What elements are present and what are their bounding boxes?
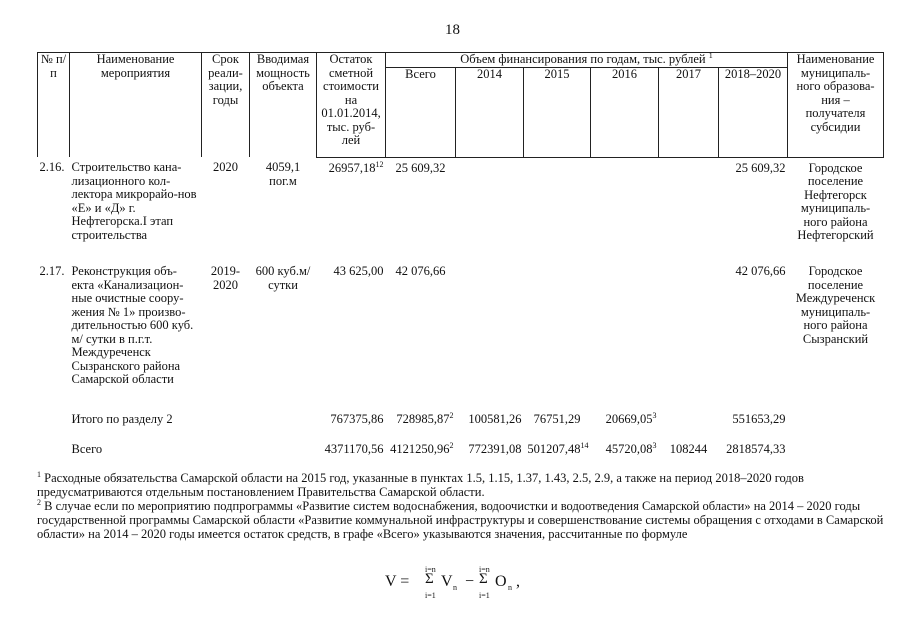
row-remainder: 26957,18$^{12}$ xyxy=(328,159,384,175)
row-2016 xyxy=(591,157,659,265)
row-2015 xyxy=(524,265,591,413)
row-term: 2019-2020 xyxy=(210,264,241,292)
grand-total-label: Всего xyxy=(71,442,103,456)
row-total: 25 609,32 xyxy=(395,160,446,175)
grand-total-total: 4121250,96$^2$ xyxy=(390,441,454,456)
subtotal-2016: 20669,05$^3$ xyxy=(605,411,657,426)
row-2018-2020: 25 609,32 xyxy=(735,160,786,175)
formula-sigma-1: Σ xyxy=(425,571,434,587)
formula-tail: , xyxy=(516,573,520,590)
page-number: 18 xyxy=(445,22,460,38)
header-remainder: Остаток сметной стоимости на 01.01.2014, тыс. руб-лей xyxy=(317,53,386,158)
header-capacity: Вводимая мощность объекта xyxy=(250,53,317,158)
header-recipient: Наименование муниципаль-ного образова-ния – получателя субсидии xyxy=(788,53,884,158)
footnotes xyxy=(37,471,885,541)
row-remainder: 43 625,00 xyxy=(333,264,384,278)
subtotal-row xyxy=(38,413,884,443)
row-total: 42 076,66 xyxy=(395,264,446,278)
formula-lhs: V = xyxy=(385,573,410,590)
header-2017: 2017 xyxy=(659,67,719,157)
grand-total-remainder: 4371170,56 xyxy=(324,442,384,456)
footnote: $^1$ Расходные обязательства Самарской области на 2015 год, указанные в пунктах 1.5, 1.15, 1.37, 1.43, 2.5, 2.9, а также на период 2018–2020 годов предусматриваются отдельным постановлением Правительства Самарской области. xyxy=(37,470,804,499)
row-2018-2020: 42 076,66 xyxy=(735,264,786,278)
subtotal-total: 728985,87$^2$ xyxy=(396,411,454,426)
header-term: Срок реали-зации, годы xyxy=(202,53,250,158)
footnote: $^2$ В случае если по мероприятию подпрограммы «Развитие систем водоснабжения, водоочистки и водоотведения Самарской области» на 2014 – 2020 годы государственной программы Самарской области «Развитие коммунальной инфраструктуры и совершенствование системы обращения с отходами в Самарской области» на 2014 – 2020 годы имеется остаток средств, в графе «Всего» указываются значения, рассчитанные по формуле xyxy=(37,498,884,541)
row-recipient: Городское поселение Нефтегорск муниципаль-ного района Нефтегорский xyxy=(797,160,874,242)
row-2014 xyxy=(456,265,524,413)
formula-lower-2: i=1 xyxy=(479,591,490,600)
header-total: Всего xyxy=(386,67,456,157)
grand-total-2016: 45720,08$^3$ xyxy=(605,441,657,456)
row-recipient: Городское поселение Междуреченск муниципаль-ного района Сызранский xyxy=(795,264,876,346)
row-term: 2020 xyxy=(213,160,238,174)
header-num: № п/п xyxy=(38,53,70,158)
row-capacity: 4059,1 пог.м xyxy=(265,160,301,188)
formula-lower-1: i=1 xyxy=(425,591,436,600)
header-2018-2020: 2018–2020 xyxy=(719,67,788,157)
subtotal-2017 xyxy=(659,413,719,443)
table-row xyxy=(38,157,884,265)
header-name: Наименование мероприятия xyxy=(70,53,202,158)
formula-term-2: O xyxy=(495,573,507,590)
header-2016: 2016 xyxy=(591,67,659,157)
table-header-row xyxy=(38,53,884,68)
grand-total-row xyxy=(38,443,884,469)
formula-sub-1: n xyxy=(453,583,457,592)
row-2017 xyxy=(659,265,719,413)
row-num: 2.16. xyxy=(39,160,65,174)
table-row xyxy=(38,265,884,413)
row-name: Строительство кана-лизационного кол-лектора микрорайо-нов «Е» и «Д» г. Нефтегорска.I этап строительства xyxy=(71,160,197,242)
header-2015: 2015 xyxy=(524,67,591,157)
formula-upper-2: i=n xyxy=(479,565,490,574)
formula-sigma-2: Σ xyxy=(479,571,488,587)
formula-minus: − xyxy=(465,573,475,590)
row-2015 xyxy=(524,157,591,265)
row-name: Реконструкция объ-екта «Канализацион-ные очистные соору-жения № 1» произво-дительностью 600 куб. м/ сутки в п.г.т. Междуреченск Сызранского района Самарской области xyxy=(71,264,194,386)
header-2014: 2014 xyxy=(456,67,524,157)
subtotal-label: Итого по разделу 2 xyxy=(71,412,173,426)
financing-table xyxy=(37,52,884,469)
row-2017 xyxy=(659,157,719,265)
grand-total-2017: 108244 xyxy=(669,442,708,456)
row-2014 xyxy=(456,157,524,265)
subtotal-remainder: 767375,86 xyxy=(330,412,384,426)
formula xyxy=(385,565,585,605)
row-capacity: 600 куб.м/ сутки xyxy=(255,264,311,292)
row-2016 xyxy=(591,265,659,413)
subtotal-2015: 76751,29 xyxy=(533,412,581,426)
grand-total-2018-2020: 2818574,33 xyxy=(726,442,786,456)
grand-total-2015: 501207,48$^{14}$ xyxy=(527,441,589,456)
row-num: 2.17. xyxy=(39,264,65,278)
formula-term-1: V xyxy=(441,573,453,590)
subtotal-2014: 100581,26 xyxy=(468,412,522,426)
formula-sub-2: n xyxy=(508,583,512,592)
formula-upper-1: i=n xyxy=(425,565,436,574)
subtotal-2018-2020: 551653,29 xyxy=(732,412,786,426)
grand-total-2014: 772391,08 xyxy=(468,442,522,456)
header-funding-group: Объем финансирования по годам, тыс. рублей $^1$ xyxy=(386,53,788,68)
